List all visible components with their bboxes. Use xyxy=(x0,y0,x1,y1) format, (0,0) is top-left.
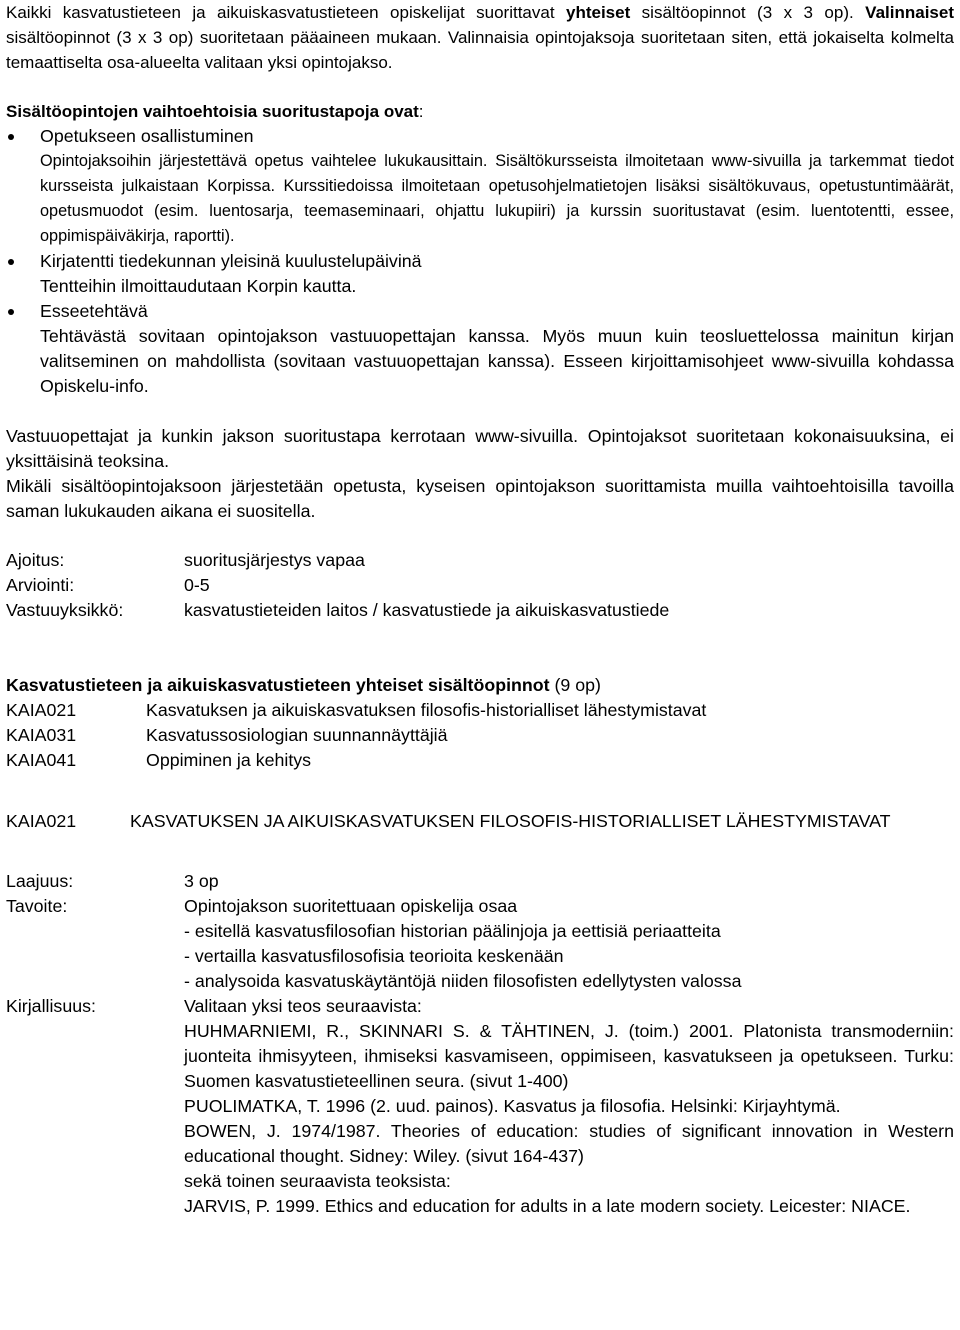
ways-item xyxy=(6,249,954,299)
literature-label: Kirjallisuus: xyxy=(6,996,96,1016)
course-code: KAIA021 xyxy=(6,700,77,720)
ways-heading-colon: : xyxy=(418,102,424,121)
course-goal-row xyxy=(6,894,954,994)
ways-item-title: Esseetehtävä xyxy=(40,301,148,321)
meta-label: Vastuuyksikkö: xyxy=(6,600,124,620)
ways-item xyxy=(6,299,954,399)
section-heading xyxy=(6,673,954,698)
bullet-icon xyxy=(8,134,14,140)
course-literature-row xyxy=(6,994,954,1219)
intro-paragraph xyxy=(6,0,954,75)
ways-item-title: Opetukseen osallistuminen xyxy=(40,126,254,146)
meta-row xyxy=(6,548,954,573)
literature-reference: JARVIS, P. 1999. Ethics and education for adults in a late modern society. Leicester: NIACE. xyxy=(184,1196,911,1216)
literature-reference: HUHMARNIEMI, R., SKINNARI S. & TÄHTINEN, J. (toim.) 2001. Platonista transmoderniin: juonteita ihmisyyteen, ihmiseksi kasvamiseen, oppimiseen, kasvatukseen ja opetukseen. Turku: Suomen kasvatustieteellinen seura. (sivut 1-400) xyxy=(184,1021,954,1091)
course-list xyxy=(6,698,954,773)
goal-label: Tavoite: xyxy=(6,896,68,916)
intro-text-c: sisältöopinnot (3 x 3 op). xyxy=(630,3,866,22)
meta-value: suoritusjärjestys vapaa xyxy=(184,550,365,570)
meta-value: 0-5 xyxy=(184,575,210,595)
literature-reference: BOWEN, J. 1974/1987. Theories of education: studies of significant innovation in Western educational thought. Sidney: Wiley. (sivut 164-437) xyxy=(184,1121,954,1166)
bullet-icon xyxy=(8,309,14,315)
course-scope-row xyxy=(6,869,954,894)
goal-item: - vertailla kasvatusfilosofisia teorioita keskenään xyxy=(184,946,564,966)
meta-label: Arviointi: xyxy=(6,575,75,595)
ways-heading xyxy=(6,99,954,124)
responsibility-paragraph: Vastuuopettajat ja kunkin jakson suoritustapa kerrotaan www-sivuilla. Opintojaksot suoritetaan kokonaisuuksina, ei yksittäisinä teoksina. xyxy=(6,426,954,471)
intro-text-d: Valinnaiset xyxy=(865,3,954,22)
section-heading-text: Kasvatustieteen ja aikuiskasvatustieteen yhteiset sisältöopinnot xyxy=(6,675,550,695)
goal-item: - esitellä kasvatusfilosofian historian päälinjoja ja eettisiä periaatteita xyxy=(184,921,721,941)
literature-reference: PUOLIMATKA, T. 1996 (2. uud. painos). Kasvatus ja filosofia. Helsinki: Kirjayhtymä. xyxy=(184,1096,841,1116)
recommendation-paragraph: Mikäli sisältöopintojaksoon järjestetään opetusta, kyseisen opintojakson suorittamista muilla vaihtoehtoisilla tavoilla saman lukukauden aikana ei suositella. xyxy=(6,476,954,521)
ways-item-title: Kirjatentti tiedekunnan yleisinä kuulustelupäivinä xyxy=(40,251,422,271)
goal-content xyxy=(184,894,954,994)
ways-item-body: Tentteihin ilmoittaudutaan Korpin kautta. xyxy=(40,276,357,296)
course-detail-code: KAIA021 xyxy=(6,811,77,831)
course-name: Kasvatussosiologian suunnannäyttäjiä xyxy=(146,725,448,745)
ways-item-body: Opintojaksoihin järjestettävä opetus vaihtelee lukukausittain. Sisältökursseista ilmoitetaan www-sivuilla ja tarkemmat tiedot kursseista julkaistaan Korpissa. Kurssitiedoissa ilmoitetaan opetusohjelmatietojen lisäksi sisältökuvaus, opetustuntimäärät, opetusmuodot (esim. luentosarja, teemaseminaari, ohjattu lukupiiri) ja kurssin suoritustavat (esim. luentotentti, essee, oppimispäiväkirja, raportti). xyxy=(40,152,954,245)
ways-heading-text: Sisältöopintojen vaihtoehtoisia suoritustapoja ovat xyxy=(6,102,419,121)
course-list-row xyxy=(6,723,954,748)
literature-content xyxy=(184,994,954,1219)
intro-text-a: Kaikki kasvatustieteen ja aikuiskasvatustieteen opiskelijat suorittavat xyxy=(6,3,566,22)
goal-item: - analysoida kasvatuskäytäntöjä niiden filosofisten edellytysten valossa xyxy=(184,971,742,991)
course-detail-title: KASVATUKSEN JA AIKUISKASVATUKSEN FILOSOFIS-HISTORIALLISET LÄHESTYMISTAVAT xyxy=(130,811,891,831)
meta-row xyxy=(6,598,954,623)
meta-value: kasvatustieteiden laitos / kasvatustiede ja aikuiskasvatustiede xyxy=(184,600,670,620)
goal-intro: Opintojakson suoritettuaan opiskelija osaa xyxy=(184,896,518,916)
meta-block xyxy=(6,548,954,623)
course-code: KAIA031 xyxy=(6,725,77,745)
course-header xyxy=(6,809,954,834)
course-list-row xyxy=(6,698,954,723)
section-heading-suffix: (9 op) xyxy=(549,675,601,695)
course-code: KAIA041 xyxy=(6,750,77,770)
ways-list xyxy=(6,124,954,399)
scope-value: 3 op xyxy=(184,871,219,891)
course-name: Oppiminen ja kehitys xyxy=(146,750,312,770)
intro-text-b: yhteiset xyxy=(565,3,631,22)
bullet-icon xyxy=(8,259,14,265)
meta-label: Ajoitus: xyxy=(6,550,65,570)
meta-row xyxy=(6,573,954,598)
ways-item-body: Tehtävästä sovitaan opintojakson vastuuopettajan kanssa. Myös muun kuin teosluettelossa mainitun kirjan valitseminen on mahdollista (sovitaan vastuuopettajan kanssa). Esseen kirjoittamisohjeet www-sivuilla kohdassa Opiskelu-info. xyxy=(40,326,954,396)
scope-label: Laajuus: xyxy=(6,871,74,891)
course-list-row xyxy=(6,748,954,773)
literature-intro-2: sekä toinen seuraavista teoksista: xyxy=(184,1171,451,1191)
course-name: Kasvatuksen ja aikuiskasvatuksen filosofis-historialliset lähestymistavat xyxy=(146,700,707,720)
ways-item xyxy=(6,124,954,249)
intro-text-e: sisältöopinnot (3 x 3 op) suoritetaan pääaineen mukaan. Valinnaisia opintojaksoja suoritetaan siten, että jokaiselta kolmelta temaattiselta osa-alueelta valitaan yksi opintojakso. xyxy=(6,28,954,72)
literature-intro: Valitaan yksi teos seuraavista: xyxy=(184,996,422,1016)
